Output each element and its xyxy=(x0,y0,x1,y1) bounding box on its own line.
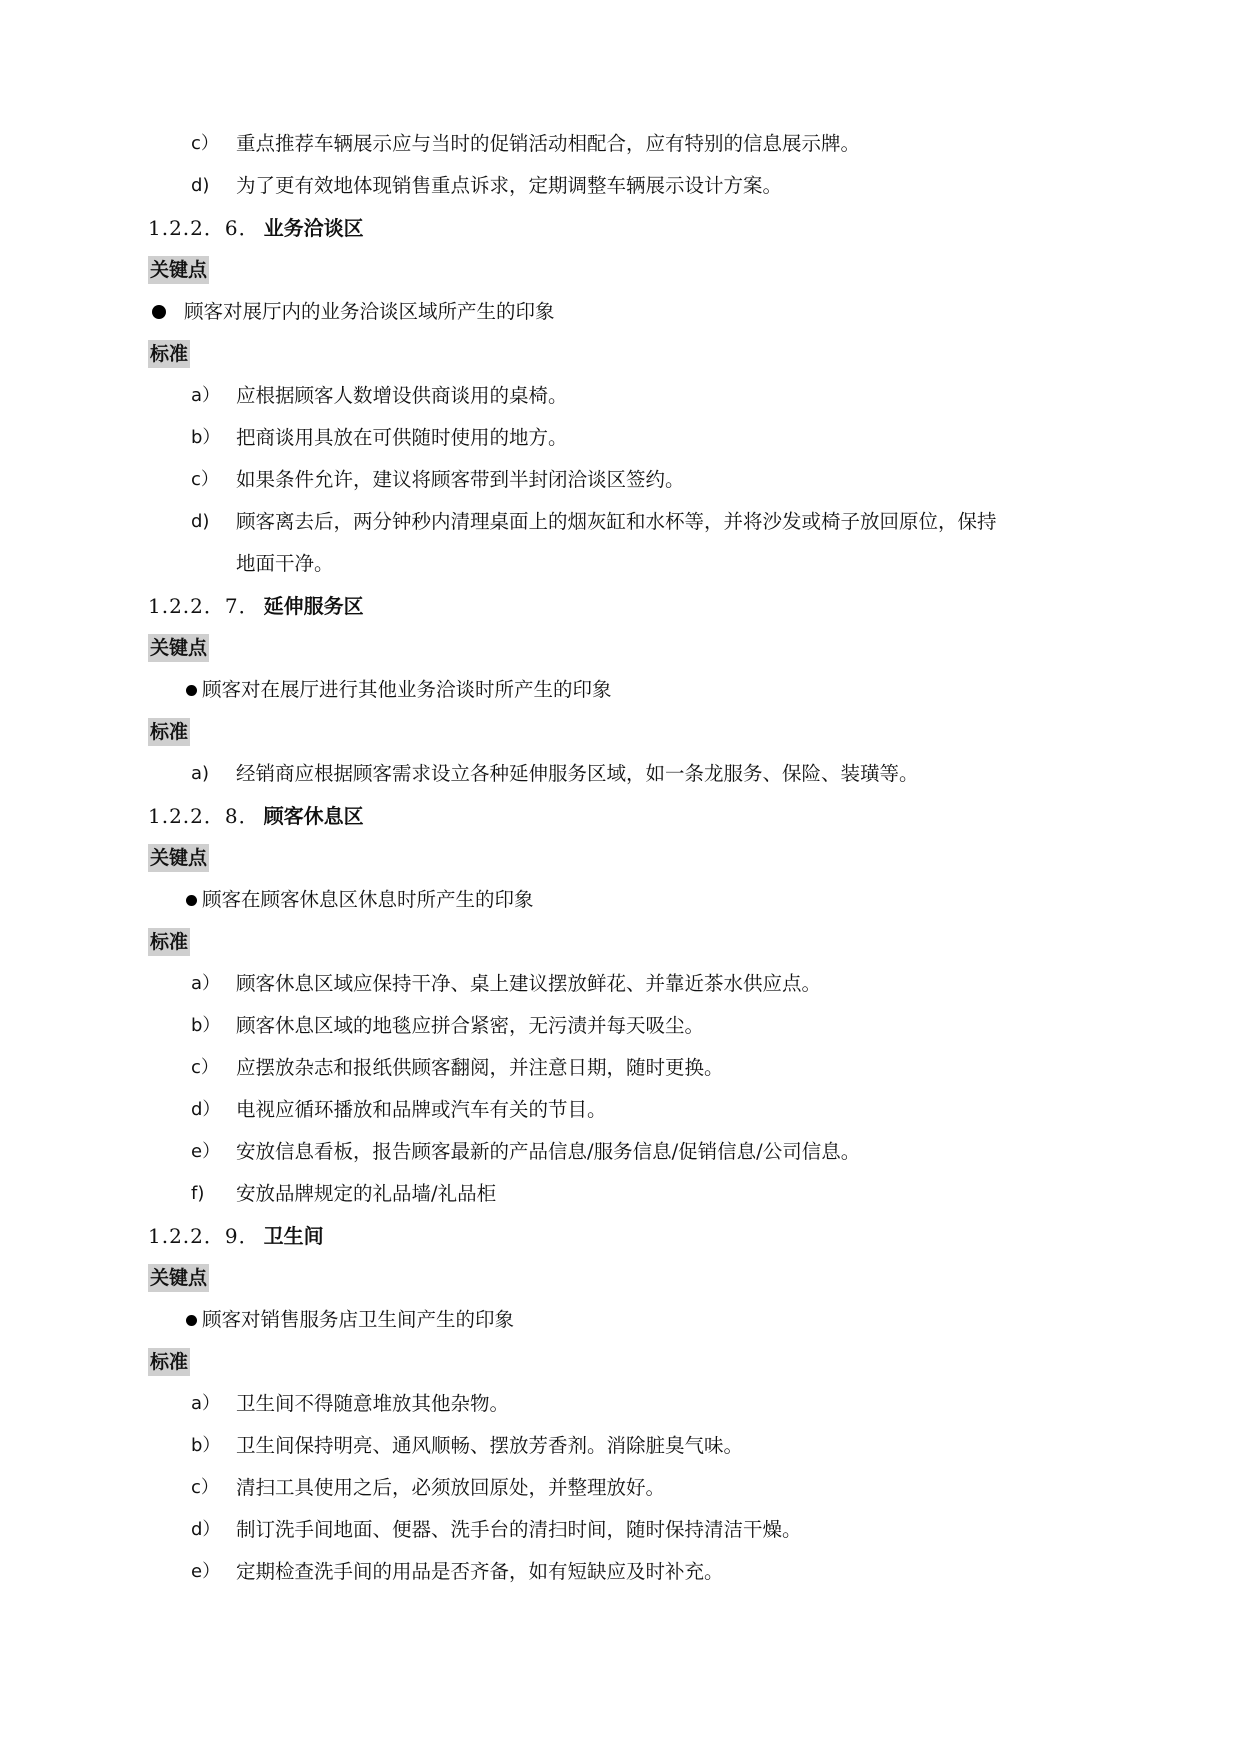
item-text: 顾客休息区域应保持干净、桌上建议摆放鲜花、并靠近茶水供应点。 xyxy=(236,972,822,995)
key-point xyxy=(0,881,1241,919)
item-text: 重点推荐车辆展示应与当时的促销活动相配合，应有特别的信息展示牌。 xyxy=(236,132,861,155)
key-point-label: 关键点 xyxy=(148,256,209,284)
item-text: 应摆放杂志和报纸供顾客翻阅，并注意日期，随时更换。 xyxy=(236,1056,724,1079)
item-marker: b） xyxy=(191,427,221,448)
item-marker: d) xyxy=(191,511,210,532)
item-marker: f) xyxy=(191,1183,205,1204)
item-marker: b） xyxy=(191,1435,221,1456)
item-text: 定期检查洗手间的用品是否齐备，如有短缺应及时补充。 xyxy=(236,1560,724,1583)
section-number: 1.2.2．7． xyxy=(148,594,260,618)
section-number: 1.2.2．8． xyxy=(148,804,260,828)
list-item xyxy=(0,1175,1241,1213)
item-text: 电视应循环播放和品牌或汽车有关的节目。 xyxy=(236,1098,607,1121)
standard-label: 标准 xyxy=(148,928,190,956)
section-number: 1.2.2．6． xyxy=(148,216,260,240)
key-point xyxy=(0,293,1241,331)
item-marker: d) xyxy=(191,175,210,196)
item-text: 为了更有效地体现销售重点诉求，定期调整车辆展示设计方案。 xyxy=(236,174,783,197)
section-heading xyxy=(0,1217,1241,1255)
item-marker: d） xyxy=(191,1519,221,1540)
section-heading xyxy=(0,587,1241,625)
list-item xyxy=(0,167,1241,205)
standard-label-row xyxy=(0,335,1241,373)
key-point-label-row xyxy=(0,1259,1241,1297)
section-title: 延伸服务区 xyxy=(263,594,364,618)
section-title: 业务洽谈区 xyxy=(263,216,364,240)
list-item xyxy=(0,1133,1241,1171)
item-text: 卫生间保持明亮、通风顺畅、摆放芳香剂。消除脏臭气味。 xyxy=(236,1434,744,1457)
list-item xyxy=(0,755,1241,793)
item-text: 如果条件允许，建议将顾客带到半封闭洽谈区签约。 xyxy=(236,468,685,491)
list-item xyxy=(0,125,1241,163)
key-point xyxy=(0,1301,1241,1339)
list-item xyxy=(0,503,1241,541)
list-item xyxy=(0,419,1241,457)
item-marker: e） xyxy=(191,1561,221,1582)
key-point-label: 关键点 xyxy=(148,844,209,872)
item-marker: a） xyxy=(191,973,221,994)
item-text: 安放品牌规定的礼品墙/礼品柜 xyxy=(236,1182,497,1205)
list-item xyxy=(0,965,1241,1003)
item-text: 顾客离去后，两分钟秒内清理桌面上的烟灰缸和水杯等，并将沙发或椅子放回原位，保持 xyxy=(236,510,997,533)
list-item xyxy=(0,377,1241,415)
list-item xyxy=(0,1511,1241,1549)
key-point xyxy=(0,671,1241,709)
bullet-icon xyxy=(186,1315,197,1326)
section-heading xyxy=(0,209,1241,247)
item-marker: a） xyxy=(191,1393,221,1414)
list-item-continuation xyxy=(0,545,1241,583)
section-number: 1.2.2．9． xyxy=(148,1224,260,1248)
item-text: 顾客休息区域的地毯应拼合紧密，无污渍并每天吸尘。 xyxy=(236,1014,705,1037)
key-point-text: 顾客在顾客休息区休息时所产生的印象 xyxy=(202,888,534,911)
standard-label-row xyxy=(0,1343,1241,1381)
key-point-text: 顾客对展厅内的业务洽谈区域所产生的印象 xyxy=(184,300,555,323)
standard-label: 标准 xyxy=(148,340,190,368)
standard-label: 标准 xyxy=(148,1348,190,1376)
section-heading xyxy=(0,797,1241,835)
item-marker: e） xyxy=(191,1141,221,1162)
standard-label-row xyxy=(0,923,1241,961)
list-item xyxy=(0,1469,1241,1507)
item-marker: c） xyxy=(191,1477,219,1498)
key-point-label: 关键点 xyxy=(148,634,209,662)
list-item xyxy=(0,1427,1241,1465)
item-text: 把商谈用具放在可供随时使用的地方。 xyxy=(236,426,568,449)
list-item xyxy=(0,1049,1241,1087)
section-title: 顾客休息区 xyxy=(263,804,364,828)
item-marker: a） xyxy=(191,385,221,406)
item-text: 卫生间不得随意堆放其他杂物。 xyxy=(236,1392,510,1415)
item-text: 安放信息看板，报告顾客最新的产品信息/服务信息/促销信息/公司信息。 xyxy=(236,1140,861,1163)
list-item xyxy=(0,1385,1241,1423)
item-marker: b） xyxy=(191,1015,221,1036)
bullet-icon xyxy=(152,305,166,319)
key-point-label-row xyxy=(0,629,1241,667)
key-point-text: 顾客对销售服务店卫生间产生的印象 xyxy=(202,1308,515,1331)
item-marker: c） xyxy=(191,133,219,154)
item-text: 经销商应根据顾客需求设立各种延伸服务区域，如一条龙服务、保险、装璜等。 xyxy=(236,762,919,785)
item-text: 制订洗手间地面、便器、洗手台的清扫时间，随时保持清洁干燥。 xyxy=(236,1518,802,1541)
key-point-label-row xyxy=(0,839,1241,877)
list-item xyxy=(0,1007,1241,1045)
list-item xyxy=(0,461,1241,499)
key-point-label: 关键点 xyxy=(148,1264,209,1292)
bullet-icon xyxy=(186,685,197,696)
item-text: 清扫工具使用之后，必须放回原处，并整理放好。 xyxy=(236,1476,666,1499)
section-title: 卫生间 xyxy=(263,1224,324,1248)
list-item xyxy=(0,1091,1241,1129)
bullet-icon xyxy=(186,895,197,906)
item-text: 应根据顾客人数增设供商谈用的桌椅。 xyxy=(236,384,568,407)
item-marker: c） xyxy=(191,469,219,490)
item-marker: d） xyxy=(191,1099,221,1120)
item-marker: a) xyxy=(191,763,210,784)
standard-label-row xyxy=(0,713,1241,751)
standard-label: 标准 xyxy=(148,718,190,746)
list-item xyxy=(0,1553,1241,1591)
key-point-label-row xyxy=(0,251,1241,289)
item-text: 地面干净。 xyxy=(236,552,334,575)
key-point-text: 顾客对在展厅进行其他业务洽谈时所产生的印象 xyxy=(202,678,612,701)
item-marker: c） xyxy=(191,1057,219,1078)
